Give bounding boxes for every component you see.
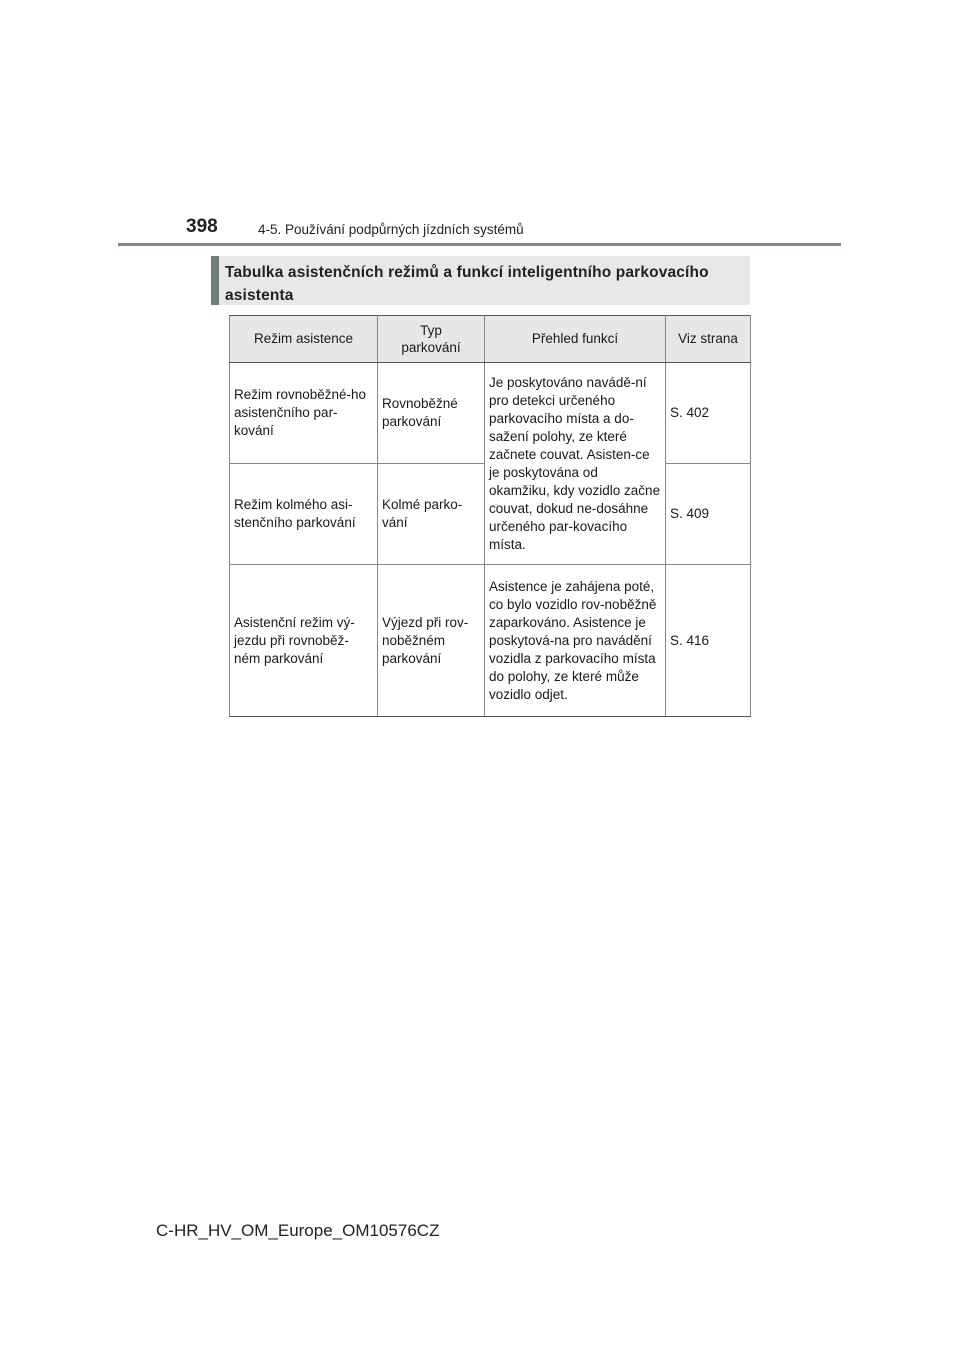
chapter-title: 4-5. Používání podpůrných jízdních systémů (258, 222, 524, 237)
table-header-row (230, 316, 751, 363)
mode-cell: Režim kolmého asi-stenčního parkování (230, 464, 378, 565)
column-header-type: Typ parkování (378, 316, 485, 363)
overview-cell: Asistence je zahájena poté, co bylo vozidlo rov-noběžně zaparkováno. Asistence je poskytová-na pro navádění vozidla z parkovacího místa do polohy, ze které může vozidlo odjet. (485, 565, 666, 717)
column-header-page: Viz strana (666, 316, 751, 363)
assist-modes-table (229, 315, 751, 717)
header-rule (118, 243, 841, 246)
mode-cell: Režim rovnoběžné-ho asistenčního par-kování (230, 363, 378, 464)
section-heading-line1: Tabulka asistenčních režimů a funkcí inteligentního parkovacího (225, 264, 709, 281)
type-cell: Rovnoběžné parkování (378, 363, 485, 464)
table-row (230, 363, 751, 464)
page-ref-cell: S. 416 (666, 565, 751, 717)
section-heading (211, 256, 750, 305)
column-header-overview: Přehled funkcí (485, 316, 666, 363)
mode-cell: Asistenční režim vý-jezdu při rovnoběž-ném parkování (230, 565, 378, 717)
page-number: 398 (186, 216, 218, 237)
column-header-mode: Režim asistence (230, 316, 378, 363)
section-heading-line2: asistenta (225, 287, 294, 304)
type-cell: Výjezd při rov-noběžném parkování (378, 565, 485, 717)
page-ref-cell: S. 402 (666, 363, 751, 464)
overview-cell-shared: Je poskytováno navádě-ní pro detekci určeného parkovacího místa a do-sažení polohy, ze které začnete couvat. Asisten-ce je poskytována od okamžiku, kdy vozidlo začne couvat, dokud ne-dosáhne určeného par-kovacího místa. (485, 363, 666, 565)
page-ref-cell: S. 409 (666, 464, 751, 565)
type-cell: Kolmé parko-vání (378, 464, 485, 565)
table-row (230, 565, 751, 717)
document-id: C-HR_HV_OM_Europe_OM10576CZ (156, 1221, 440, 1240)
